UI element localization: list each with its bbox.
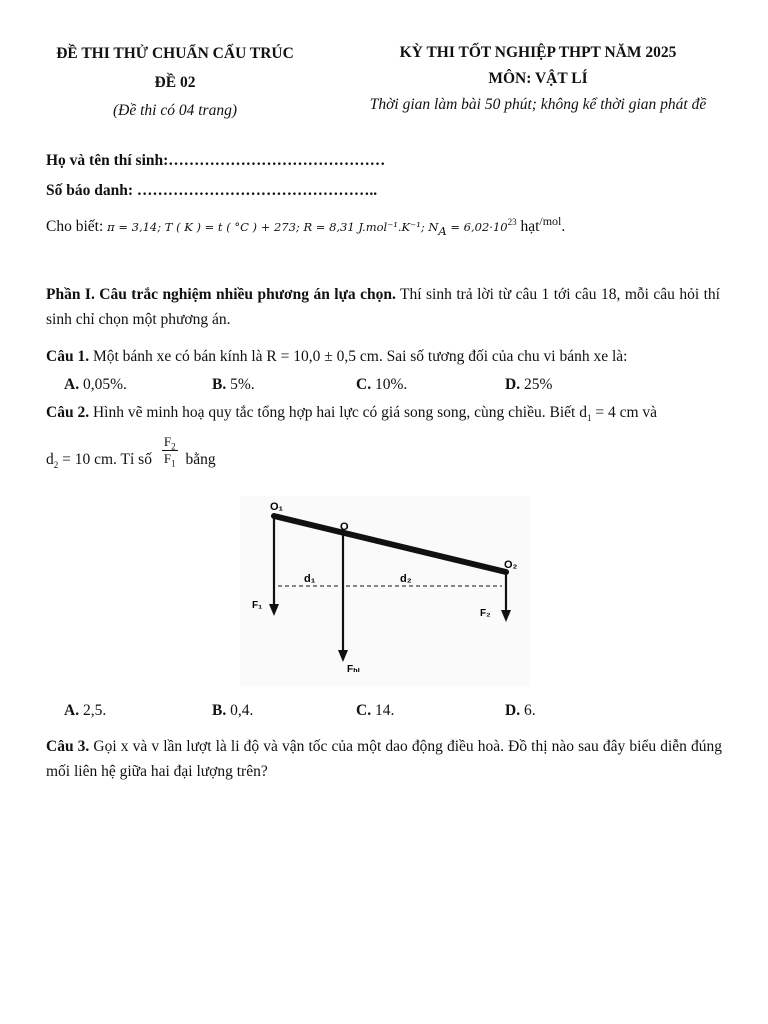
label-o1: O₁ <box>270 501 284 513</box>
unit-sup: /mol <box>539 213 562 228</box>
q2-option-d <box>505 702 536 720</box>
na-exponent: 23 <box>507 216 517 227</box>
label-fhl: Fₕₗ <box>347 664 360 675</box>
q1-option-c-value: 10%. <box>371 376 408 393</box>
time-note: Thời gian làm bài 50 phút; không kể thời gian phát đề <box>369 96 707 113</box>
q2-option-b <box>212 702 253 720</box>
exam-code: ĐỀ 02 <box>154 74 196 91</box>
q1-text: Một bánh xe có bán kính là R = 10,0 ± 0,5 cm. Sai số tương đối của chu vi bánh xe là: <box>89 348 628 365</box>
q2-ratio-line <box>46 434 216 469</box>
q1-option-b-key: B. <box>212 376 227 393</box>
exam-title: KỲ THI TỐT NGHIỆP THPT NĂM 2025 <box>399 44 677 61</box>
q3-text: Gọi x và v lần lượt là li độ và vận tốc của một dao động điều hoà. Đồ thị nào sau đây biểu diễn đúng mối liên hệ giữa hai đại lượng trên? <box>46 738 722 780</box>
na-subscript: A <box>438 224 447 239</box>
q2-d2-prefix: d <box>46 451 54 469</box>
figure-background <box>240 496 530 686</box>
q2-text-b: = 4 cm và <box>591 404 658 421</box>
q2-option-b-value: 0,4. <box>226 702 254 719</box>
na-value: = 6,02·10 <box>446 220 508 234</box>
constants-text: π = 3,14; T ( K ) = t ( °C ) + 273; R = 8,31 J.mol⁻¹.K⁻¹; N <box>107 220 439 234</box>
label-f1: F₁ <box>252 600 263 611</box>
q2-frac-den-letter: F <box>163 451 172 466</box>
candidate-id-field: Số báo danh: ……………………………………….. <box>46 182 378 199</box>
q1-option-d-key: D. <box>505 376 521 393</box>
parallel-forces-figure <box>240 496 530 686</box>
q2-label: Câu 2. <box>46 404 90 421</box>
header-right <box>318 44 758 114</box>
q1-option-c <box>356 376 407 394</box>
q2-option-b-key: B. <box>212 702 227 719</box>
q2-fraction-num <box>162 434 178 451</box>
q2-frac-num-letter: F <box>163 434 172 449</box>
q1-label: Câu 1. <box>46 348 90 365</box>
unit-main: hạt <box>520 218 540 235</box>
question-3 <box>46 734 722 784</box>
q1-option-a-value: 0,05%. <box>79 376 127 393</box>
q1-option-a <box>64 376 127 394</box>
q1-option-d <box>505 376 552 394</box>
q2-option-d-key: D. <box>505 702 521 719</box>
q2-option-a-value: 2,5. <box>79 702 107 719</box>
candidate-name-field: Họ và tên thí sinh:…………………………………… <box>46 152 386 169</box>
q2-option-d-value: 6. <box>520 702 536 719</box>
part1-instruction: Thí sinh trả lời từ câu 1 tới câu 18, mỗi câu hỏi thí sinh chỉ chọn một phương án. <box>46 286 720 328</box>
q2-d2 <box>46 451 152 469</box>
given-constants <box>46 213 566 239</box>
q2-d2-sub: 2 <box>53 460 59 471</box>
q1-option-d-value: 25% <box>520 376 553 393</box>
q2-option-c-value: 14. <box>371 702 395 719</box>
label-d1: d₁ <box>304 573 316 585</box>
question-1 <box>46 348 726 366</box>
q2-fraction-den <box>162 451 178 467</box>
q2-fraction <box>162 434 178 467</box>
q2-option-c <box>356 702 394 720</box>
q1-option-b-value: 5%. <box>226 376 255 393</box>
page-count-note: (Đề thi có 04 trang) <box>113 102 237 119</box>
q1-option-b <box>212 376 255 394</box>
q2-text-c: = 10 cm. Tỉ số <box>58 451 152 469</box>
given-label: Cho biết: <box>46 218 104 235</box>
question-2 <box>46 404 726 422</box>
q2-frac-num-sub: 2 <box>171 441 176 452</box>
q2-option-a-key: A. <box>64 702 80 719</box>
q2-frac-den-sub: 1 <box>171 458 176 469</box>
exam-type-title: ĐỀ THI THỬ CHUẨN CẤU TRÚC <box>56 45 294 62</box>
q2-option-a <box>64 702 106 720</box>
subject-title: MÔN: VẬT LÍ <box>488 70 588 87</box>
header-left <box>40 44 310 120</box>
label-f2: F₂ <box>480 608 491 619</box>
given-end: . <box>561 218 566 235</box>
q1-option-a-key: A. <box>64 376 80 393</box>
label-d2: d₂ <box>400 573 412 585</box>
q1-option-c-key: C. <box>356 376 372 393</box>
q2-text-d: bằng <box>185 451 216 469</box>
q3-label: Câu 3. <box>46 738 90 755</box>
q2-d1-sub: 1 <box>586 413 592 424</box>
label-o2: O₂ <box>504 559 518 571</box>
q2-option-c-key: C. <box>356 702 372 719</box>
part1-heading <box>46 282 720 332</box>
part1-title: Phần I. Câu trắc nghiệm nhiều phương án lựa chọn. <box>46 286 396 303</box>
q2-text-a: Hình vẽ minh hoạ quy tắc tổng hợp hai lực có giá song song, cùng chiều. Biết d <box>89 404 587 421</box>
label-o: O <box>340 521 349 533</box>
